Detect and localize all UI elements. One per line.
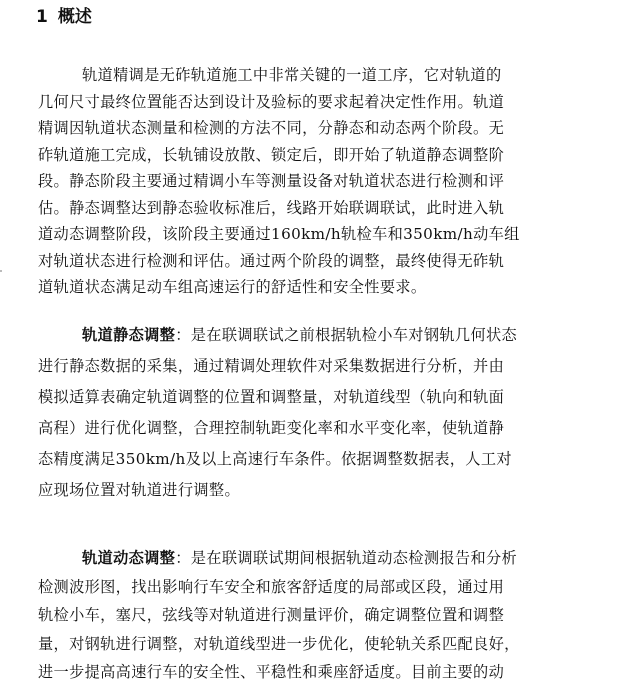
text-line: 道动态调整阶段，该阶段主要通过160km/h轨检车和350km/h动车组: [38, 225, 520, 243]
text-line: 轨道精调是无砟轨道施工中非常关键的一道工序，它对轨道的: [82, 66, 502, 84]
term-dynamic-adjustment: 轨道动态调整: [82, 549, 176, 567]
text-line: 应现场位置对轨道进行调整。: [38, 481, 240, 499]
paragraph-static-adjustment: [38, 320, 598, 506]
paragraph-overview: [38, 62, 598, 301]
text-line: 进行静态数据的采集，通过精调处理软件对采集数据进行分析，并由: [38, 357, 505, 375]
text-fragment: ：是在联调联试期间根据轨道动态检测报告和分析: [175, 549, 518, 567]
text-line: 道轨道状态满足动车组高速运行的舒适性和安全性要求。: [38, 278, 427, 296]
text-line: 模拟适算表确定轨道调整的位置和调整量，对轨道线型（轨向和轨面: [38, 388, 505, 406]
section-number: 1: [36, 7, 48, 27]
term-static-adjustment: 轨道静态调整: [82, 326, 176, 344]
text-line: 态精度满足350km/h及以上高速行车条件。依据调整数据表，人工对: [38, 450, 512, 468]
text-line: 几何尺寸最终位置能否达到设计及验标的要求起着决定性作用。轨道: [38, 92, 505, 111]
text-line: 估。静态调整达到静态验收标准后，线路开始联调联试，此时进入轨: [38, 198, 505, 217]
paragraph-dynamic-adjustment: [38, 544, 598, 685]
text-line: 砟轨道施工完成，长轨铺设放散、锁定后，即开始了轨道静态调整阶: [38, 145, 505, 164]
section-title: 概述: [57, 7, 92, 27]
margin-mark: [0, 270, 2, 272]
text-line: 进一步提高高速行车的安全性、平稳性和乘座舒适度。目前主要的动: [38, 663, 505, 681]
section-heading: [36, 6, 92, 28]
text-line: 高程）进行优化调整，合理控制轨距变化率和水平变化率，使轨道静: [38, 419, 505, 437]
text-line: 检测波形图，找出影响行车安全和旅客舒适度的局部或区段，通过用: [38, 577, 505, 596]
text-line: 轨检小车，塞尺，弦线等对轨道进行测量评价，确定调整位置和调整: [38, 606, 505, 624]
text-line: 段。静态阶段主要通过精调小车等测量设备对轨道状态进行检测和评: [38, 172, 505, 190]
text-line: 量，对钢轨进行调整，对轨道线型进一步优化，使轮轨关系匹配良好，: [38, 634, 520, 653]
text-line: 精调因轨道状态测量和检测的方法不同，分静态和动态两个阶段。无: [38, 119, 505, 137]
text-fragment: ：是在联调联试之前根据轨检小车对钢轨几何状态: [175, 326, 518, 344]
text-line: 对轨道状态进行检测和评估。通过两个阶段的调整，最终使得无砟轨: [38, 251, 505, 270]
text-line: [38, 544, 598, 573]
text-line: [38, 320, 598, 351]
